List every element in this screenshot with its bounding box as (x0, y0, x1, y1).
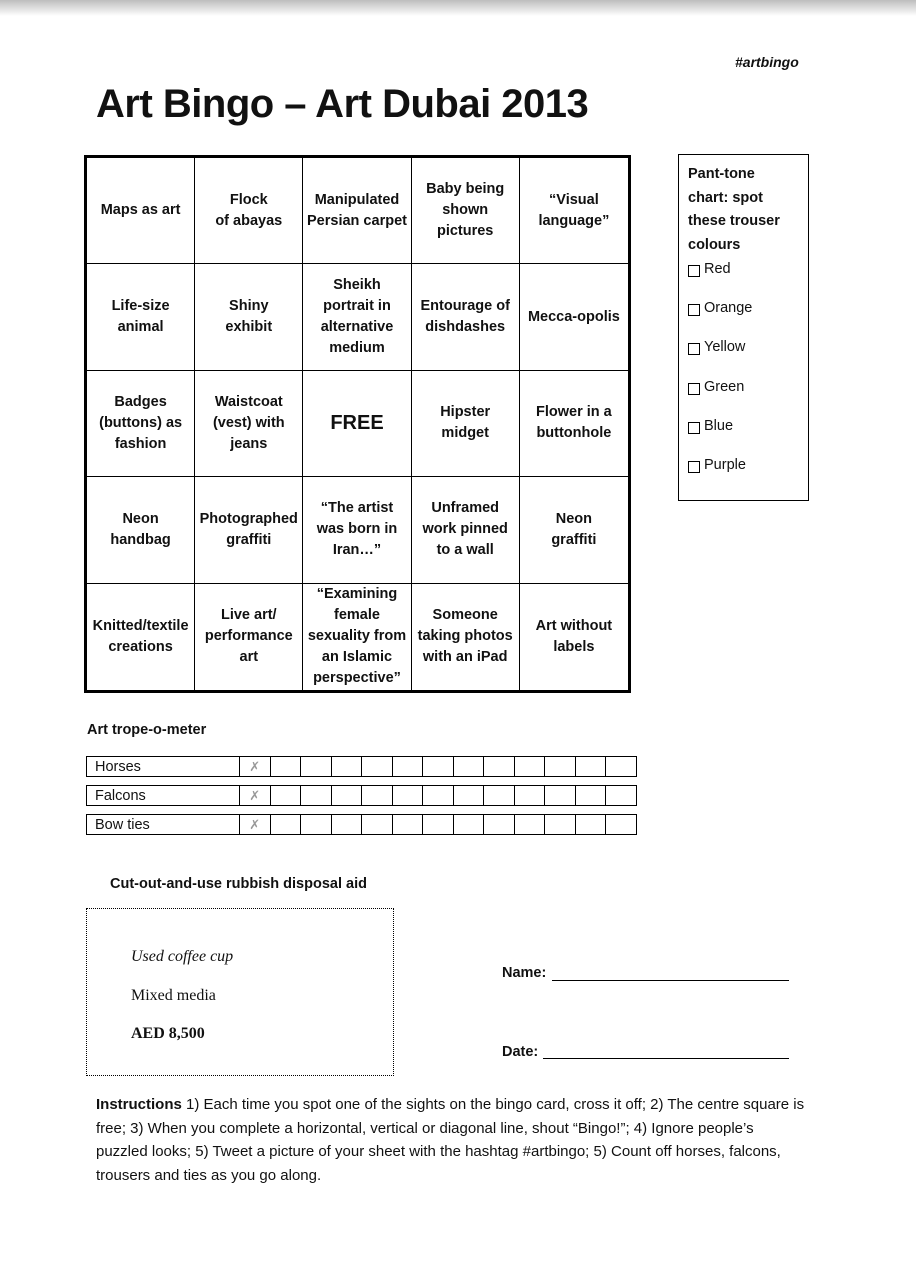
trope-tally-box[interactable] (454, 756, 485, 777)
trope-tally-box[interactable] (301, 756, 332, 777)
trope-tally-box[interactable] (271, 785, 302, 806)
trope-tally-box[interactable] (362, 814, 393, 835)
bingo-cell[interactable]: Waistcoat (vest) with jeans (195, 371, 303, 477)
trope-tally-box[interactable] (576, 814, 607, 835)
pantone-item-label: Green (704, 378, 745, 395)
trope-tally-box[interactable] (454, 814, 485, 835)
pantone-item-label: Yellow (704, 339, 746, 356)
trope-tally-box[interactable] (576, 785, 607, 806)
trope-tally-box[interactable] (332, 814, 363, 835)
cutout-label (86, 908, 394, 1076)
page-top-shadow (0, 0, 916, 16)
trope-tally-box[interactable] (393, 756, 424, 777)
trope-tally-box[interactable] (606, 814, 637, 835)
trope-tally-box[interactable] (362, 785, 393, 806)
trope-tally-box-marked[interactable]: ✗ (240, 814, 271, 835)
trope-meter-title: Art trope-o-meter (87, 722, 207, 738)
trope-tally-box[interactable] (484, 756, 515, 777)
bingo-cell[interactable]: Neon handbag (87, 477, 195, 583)
bingo-cell[interactable]: Sheikh portrait in alternative medium (303, 264, 411, 370)
bingo-cell[interactable]: Neon graffiti (520, 477, 628, 583)
bingo-cell[interactable]: Badges (buttons) as fashion (87, 371, 195, 477)
trope-tally-box[interactable] (301, 814, 332, 835)
name-label: Name: (502, 965, 547, 981)
checkbox-icon[interactable] (688, 265, 700, 277)
pantone-item-label: Purple (704, 456, 746, 473)
bingo-cell[interactable]: Mecca-opolis (520, 264, 628, 370)
bingo-cell[interactable]: Entourage of dishdashes (412, 264, 520, 370)
trope-tally-box[interactable] (271, 814, 302, 835)
artwork-medium: Mixed media (131, 987, 216, 1004)
checkbox-icon[interactable] (688, 383, 700, 395)
pantone-item[interactable] (688, 418, 808, 457)
trope-tally-box[interactable] (606, 756, 637, 777)
trope-tally-box[interactable] (515, 785, 546, 806)
pantone-item[interactable] (688, 300, 808, 339)
trope-tally-box[interactable] (332, 756, 363, 777)
trope-tally-box[interactable] (423, 785, 454, 806)
trope-tally-box[interactable] (362, 756, 393, 777)
bingo-cell[interactable]: Art without labels (535, 617, 613, 655)
bingo-card (84, 155, 631, 693)
pantone-item[interactable] (688, 339, 808, 378)
checkbox-icon[interactable] (688, 422, 700, 434)
instructions-text: 1) Each time you spot one of the sights on the bingo card, cross it off; 2) The centre square is free; 3) When you complete a horizontal, vertical or diagonal line, shout “Bingo!”; 4) Ignore people’s puzzled looks; 5) Tweet a picture of your sheet with the hashtag #artbingo; 5) Count off horses, falcons, trousers and ties as you go along. (96, 1096, 805, 1184)
trope-row (86, 785, 637, 806)
bingo-cell[interactable]: Someone taking photos with an iPad (412, 584, 520, 690)
trope-tally-box[interactable] (454, 785, 485, 806)
pantone-item[interactable] (688, 457, 808, 496)
artwork-title: Used coffee cup (131, 948, 234, 965)
trope-tally-box-marked[interactable]: ✗ (240, 785, 271, 806)
checkbox-icon[interactable] (688, 304, 700, 316)
bingo-cell[interactable]: Maps as art (87, 158, 195, 264)
bingo-cell[interactable]: Shiny exhibit (195, 264, 303, 370)
bingo-cell[interactable]: “Visual language” (520, 158, 628, 264)
rubbish-aid-title: Cut-out-and-use rubbish disposal aid (110, 876, 367, 892)
date-label: Date: (502, 1044, 539, 1060)
trope-tally-box-marked[interactable]: ✗ (240, 756, 271, 777)
trope-tally-box[interactable] (393, 814, 424, 835)
page-title: Art Bingo – Art Dubai 2013 (96, 82, 589, 126)
bingo-cell[interactable]: Flower in a buttonhole (520, 371, 628, 477)
trope-label: Horses (86, 756, 240, 777)
bingo-cell[interactable]: “The artist was born in Iran…” (303, 477, 411, 583)
bingo-cell[interactable]: Baby being shown pictures (412, 158, 520, 264)
bingo-cell[interactable]: Flock of abayas (195, 158, 303, 264)
bingo-cell[interactable]: Knitted/textile creations (87, 584, 195, 690)
trope-tally-box[interactable] (423, 814, 454, 835)
bingo-cell[interactable]: Unframed work pinned to a wall (412, 477, 520, 583)
trope-tally-box[interactable] (545, 756, 576, 777)
bingo-cell[interactable]: Manipulated Persian carpet (303, 158, 411, 264)
trope-tally-box[interactable] (545, 785, 576, 806)
pantone-chart (678, 154, 809, 501)
trope-label: Falcons (86, 785, 240, 806)
pantone-item-label: Blue (704, 417, 734, 434)
pantone-item[interactable] (688, 261, 808, 300)
bingo-cell[interactable]: Photographed graffiti (195, 477, 303, 583)
pantone-item[interactable] (688, 379, 808, 418)
trope-tally-box[interactable] (271, 756, 302, 777)
trope-tally-box[interactable] (393, 785, 424, 806)
trope-tally-box[interactable] (484, 814, 515, 835)
instructions-heading: Instructions (96, 1096, 182, 1113)
pantone-list (688, 261, 808, 496)
checkbox-icon[interactable] (688, 461, 700, 473)
trope-tally-box[interactable] (515, 756, 546, 777)
instructions (96, 1093, 806, 1187)
date-field[interactable] (543, 1058, 789, 1059)
trope-tally-box[interactable] (515, 814, 546, 835)
trope-tally-box[interactable] (484, 785, 515, 806)
trope-tally-box[interactable] (545, 814, 576, 835)
bingo-free-cell[interactable]: FREE (303, 371, 411, 477)
bingo-cell[interactable]: Hipster midget (412, 371, 520, 477)
pantone-item-label: Red (704, 261, 731, 277)
trope-tally-box[interactable] (606, 785, 637, 806)
trope-label: Bow ties (86, 814, 240, 835)
pantone-title: Pant-tone chart: spot these trouser colours (688, 166, 780, 253)
bingo-cell[interactable]: Life-size animal (87, 264, 195, 370)
trope-tally-box[interactable] (301, 785, 332, 806)
bingo-cell[interactable]: “Examining female sexuality from an Islamic perspective” (303, 584, 411, 690)
checkbox-icon[interactable] (688, 343, 700, 355)
trope-row (86, 756, 637, 777)
trope-tally-box[interactable] (332, 785, 363, 806)
name-field[interactable] (552, 980, 789, 981)
trope-row (86, 814, 637, 835)
bingo-cell[interactable]: Live art/ performance art (195, 584, 303, 690)
trope-tally-box[interactable] (423, 756, 454, 777)
trope-tally-box[interactable] (576, 756, 607, 777)
artwork-price: AED 8,500 (131, 1025, 205, 1042)
hashtag: #artbingo (735, 54, 799, 70)
pantone-item-label: Orange (704, 300, 753, 317)
